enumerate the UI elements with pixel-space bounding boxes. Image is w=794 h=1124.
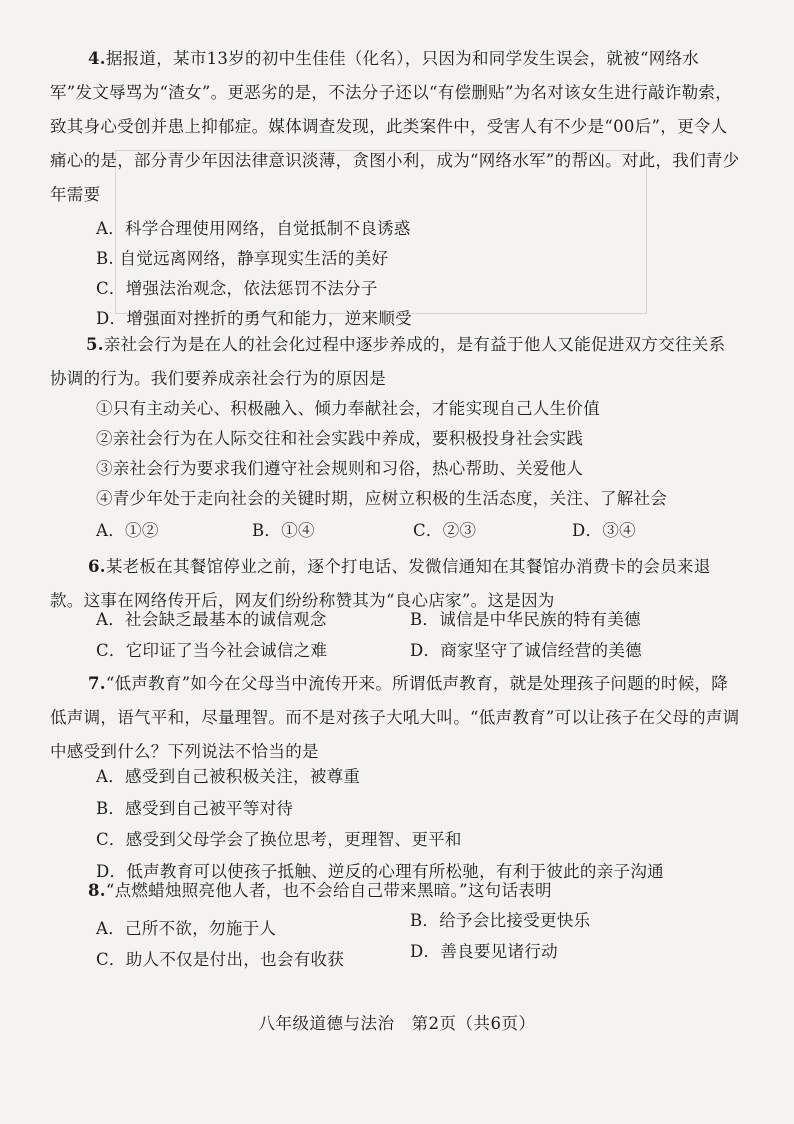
question-7-option-c: C．感受到父母学会了换位思考，更理智、更平和 [96,830,462,849]
question-8-stem [50,874,740,908]
question-number: 4. [88,49,106,68]
question-6-option-b: B．诚信是中华民族的特有美德 [410,610,641,629]
question-text: “点燃蜡烛照亮他人者，也不会给自己带来黑暗。”这句话表明 [105,881,552,900]
question-6-option-a: A．社会缺乏最基本的诚信观念 [96,610,327,629]
question-text: “低声教育”如今在父母当中流传开来。所谓低声教育，就是处理孩子问题的时候，降低声调，语气平和，尽量理智。而不是对孩子大吼大叫。“低声教育”可以让孩子在父母的声调中感受到什么？下列说法不恰当的是 [50,674,740,761]
question-number: 6. [88,557,106,576]
question-number: 5. [86,335,104,354]
question-text: 某老板在其餐馆停业之前，逐个打电话、发微信通知在其餐馆办消费卡的会员来退款。这事在网络传开后，网友们纷纷称赞其为“良心店家”。这是因为 [50,557,711,610]
question-7-option-d: D．低声教育可以使孩子抵触、逆反的心理有所松驰，有利于彼此的亲子沟通 [96,862,664,881]
question-text: 亲社会行为是在人的社会化过程中逐步养成的，是有益于他人又能促进双方交往关系协调的行为。我们要养成亲社会行为的原因是 [50,335,726,388]
question-4-option-b: B. 自觉远离网络，静享现实生活的美好 [96,249,389,268]
question-5-statement-3: ③亲社会行为要求我们遵守社会规则和习俗，热心帮助、关爱他人 [96,459,584,478]
question-5-option-c: C．②③ [413,521,477,540]
question-7-option-b: B．感受到自己被平等对待 [96,799,294,818]
question-8-option-b: B．给予会比接受更快乐 [410,911,591,930]
question-8-option-c: C．助人不仅是付出，也会有收获 [96,950,345,969]
page-footer: 八年级道德与法治 第2页（共6页） [258,1014,536,1033]
question-5-statement-1: ①只有主动关心、积极融入、倾力奉献社会，才能实现自己人生价值 [96,399,600,418]
question-5-stem [50,328,740,396]
question-7-stem [50,667,740,769]
question-4-option-a: A．科学合理使用网络，自觉抵制不良诱惑 [96,219,411,238]
question-4-option-c: C．增强法治观念，依法惩罚不法分子 [96,279,378,298]
question-8-option-d: D．善良要见诸行动 [410,942,558,961]
question-5-option-d: D．③④ [572,521,636,540]
question-7-option-a: A．感受到自己被积极关注，被尊重 [96,767,361,786]
question-4-stem [50,42,740,212]
question-number: 8. [88,881,106,900]
question-5-statement-2: ②亲社会行为在人际交往和社会实践中养成，要积极投身社会实践 [96,429,584,448]
question-number: 7. [88,674,106,693]
question-5-option-a: A．①② [96,521,159,540]
question-5-statement-4: ④青少年处于走向社会的关键时期，应树立积极的生活态度，关注、了解社会 [96,489,668,508]
question-6-option-c: C．它印证了当今社会诚信之难 [96,641,328,660]
question-4-option-d: D．增强面对挫折的勇气和能力，逆来顺受 [96,309,412,328]
question-5-option-b: B．①④ [252,521,315,540]
question-8-option-a: A．己所不欲，勿施于人 [96,919,277,938]
question-text: 据报道，某市13岁的初中生佳佳（化名），只因为和同学发生误会，就被“网络水军”发文辱骂为“渣女”。更恶劣的是，不法分子还以“有偿删贴”为名对该女生进行敲诈勒索，致其身心受创并患上抑郁症。媒体调查发现，此类案件中，受害人有不少是“00后”，更令人痛心的是，部分青少年因法律意识淡薄，贪图小利，成为“网络水军”的帮凶。对此，我们青少年需要 [50,49,740,204]
question-6-option-d: D．商家坚守了诚信经营的美德 [410,641,642,660]
